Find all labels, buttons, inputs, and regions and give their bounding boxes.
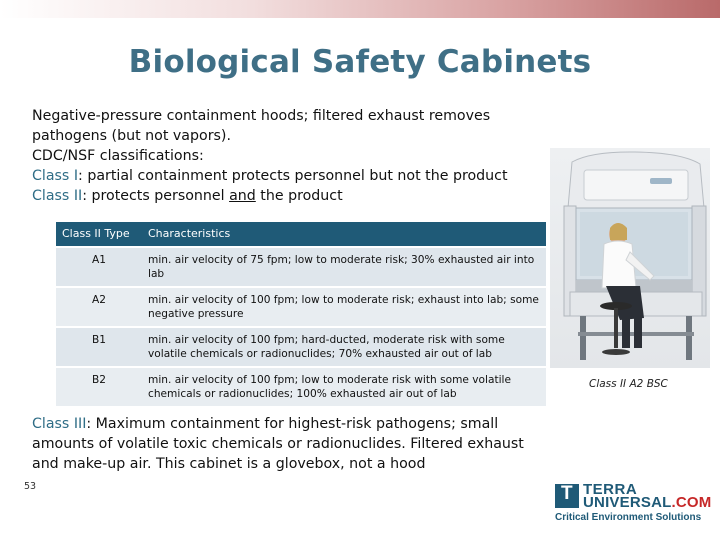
class-2-text-after: the product <box>255 188 343 204</box>
intro-text <box>32 106 542 206</box>
class-1-line <box>32 166 542 186</box>
intro-line: pathogens (but not vapors). <box>32 128 231 144</box>
row-characteristics: min. air velocity of 100 fpm; low to moderate risk; exhaust into lab; some negative pressure <box>142 288 546 326</box>
row-type: B1 <box>56 328 142 366</box>
slide-number: 53 <box>24 481 37 492</box>
class-1-label: Class I <box>32 168 79 184</box>
logo-line-2 <box>583 494 711 511</box>
slide-title: Biological Safety Cabinets <box>128 44 592 80</box>
row-type: B2 <box>56 368 142 406</box>
row-characteristics: min. air velocity of 100 fpm; low to moderate risk with some volatile chemicals or radionuclides; 100% exhausted air out of lab <box>142 368 546 406</box>
logo-tagline: Critical Environment Solutions <box>555 512 702 523</box>
cabinet-illustration <box>550 148 710 368</box>
header-characteristics: Characteristics <box>142 222 546 246</box>
biosafety-cabinet-photo <box>550 148 710 368</box>
logo-line-2-main: UNIVERSAL <box>583 494 672 511</box>
table-row <box>56 328 546 366</box>
class-2-label: Class II <box>32 188 83 204</box>
tu-logo-icon <box>555 484 579 508</box>
logo-line-2-suffix: .COM <box>671 494 712 511</box>
image-caption: Class II A2 BSC <box>589 378 668 390</box>
class-2-underlined-word: and <box>229 188 256 204</box>
class-2-line <box>32 186 542 206</box>
class-1-text: : partial containment protects personnel but not the product <box>78 168 508 184</box>
terra-universal-logo <box>555 481 710 529</box>
intro-line: Negative-pressure containment hoods; filtered exhaust removes <box>32 108 491 124</box>
class-2-text-before: : protects personnel <box>82 188 230 204</box>
table-header-row <box>56 222 546 246</box>
table-row <box>56 248 546 286</box>
classifications-heading: CDC/NSF classifications: <box>32 148 204 164</box>
logo-line-1: TERRA <box>583 481 638 498</box>
table-row <box>56 288 546 326</box>
row-characteristics: min. air velocity of 100 fpm; hard-ducted, moderate risk with some volatile chemicals or radionuclides; 70% exhausted air out of lab <box>142 328 546 366</box>
class-ii-types-table <box>56 220 546 408</box>
row-type: A2 <box>56 288 142 326</box>
table-row <box>56 368 546 406</box>
class-3-paragraph <box>32 414 552 474</box>
row-type: A1 <box>56 248 142 286</box>
class-3-label: Class III <box>32 416 87 432</box>
top-accent-bar <box>0 0 720 18</box>
header-type: Class II Type <box>56 222 142 246</box>
class-3-text: : Maximum containment for highest-risk pathogens; small amounts of volatile toxic chemicals or radionuclides. Filtered exhaust and make-up air. This cabinet is a glovebox, not a hood <box>32 416 524 472</box>
row-characteristics: min. air velocity of 75 fpm; low to moderate risk; 30% exhausted air into lab <box>142 248 546 286</box>
